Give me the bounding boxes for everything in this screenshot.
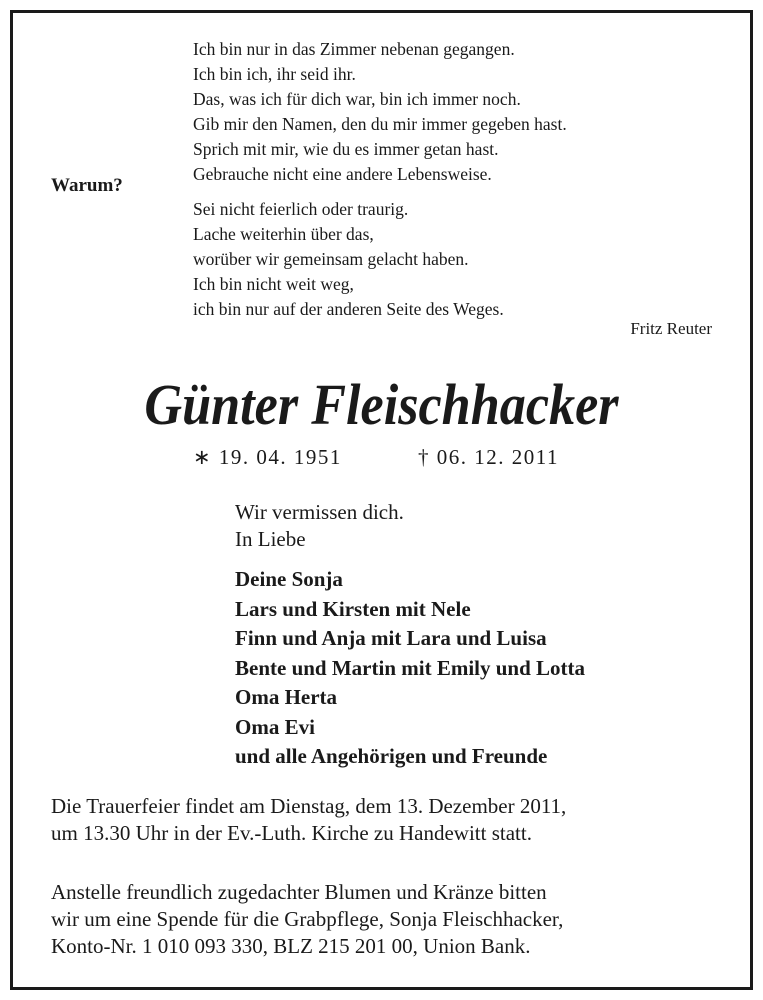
family-member: Finn und Anja mit Lara und Luisa	[235, 626, 547, 650]
family-member: Lars und Kirsten mit Nele	[235, 596, 471, 621]
death-date: † 06. 12. 2011	[418, 445, 559, 469]
funeral-info-line: um 13.30 Uhr in der Ev.-Luth. Kirche zu Handewitt statt.	[51, 821, 532, 845]
side-question: Warum?	[51, 175, 123, 196]
donation-info-line: Konto-Nr. 1 010 093 330, BLZ 215 201 00, Union Bank.	[51, 934, 531, 958]
poem-line: Ich bin nicht weit weg,	[193, 274, 354, 294]
poem-line: Gib mir den Namen, den du mir immer gegeben hast.	[193, 114, 567, 134]
family-member: Bente und Martin mit Emily und Lotta	[235, 655, 586, 680]
poem-author: Fritz Reuter	[630, 319, 712, 338]
family-member: Deine Sonja	[235, 567, 343, 591]
poem	[193, 37, 567, 322]
funeral-info-line: Die Trauerfeier findet am Dienstag, dem 13. Dezember 2011,	[51, 794, 567, 818]
obituary-notice	[10, 10, 753, 990]
family-member: Oma Evi	[235, 714, 315, 739]
funeral-info	[51, 793, 566, 847]
poem-line: ich bin nur auf der anderen Seite des Weges.	[193, 299, 504, 319]
poem-line: Lache weiterhin über das,	[193, 224, 374, 244]
poem-line: Sprich mit mir, wie du es immer getan hast.	[193, 139, 499, 159]
poem-stanza-1	[193, 37, 567, 187]
farewell-message	[235, 499, 404, 553]
poem-line: Sei nicht feierlich oder traurig.	[193, 199, 409, 219]
family-member: Oma Herta	[235, 685, 338, 709]
deceased-name: Günter Fleischhacker	[144, 372, 619, 437]
poem-line: Gebrauche nicht eine andere Lebensweise.	[193, 164, 492, 184]
poem-stanza-2	[193, 197, 567, 322]
family-member: und alle Angehörigen und Freunde	[235, 744, 548, 768]
donation-info-line: wir um eine Spende für die Grabpflege, Sonja Fleischhacker,	[51, 907, 564, 931]
family-list	[235, 565, 585, 772]
poem-line: Ich bin nur in das Zimmer nebenan gegangen.	[193, 39, 515, 59]
poem-line: Das, was ich für dich war, bin ich immer noch.	[193, 89, 521, 109]
poem-line: Ich bin ich, ihr seid ihr.	[193, 64, 356, 84]
donation-info-line: Anstelle freundlich zugedachter Blumen und Kränze bitten	[51, 880, 547, 904]
farewell-line: In Liebe	[235, 527, 306, 551]
poem-line: worüber wir gemeinsam gelacht haben.	[193, 249, 469, 269]
farewell-line: Wir vermissen dich.	[235, 500, 404, 524]
donation-info	[51, 879, 563, 960]
birth-date: ∗ 19. 04. 1951	[193, 445, 342, 469]
